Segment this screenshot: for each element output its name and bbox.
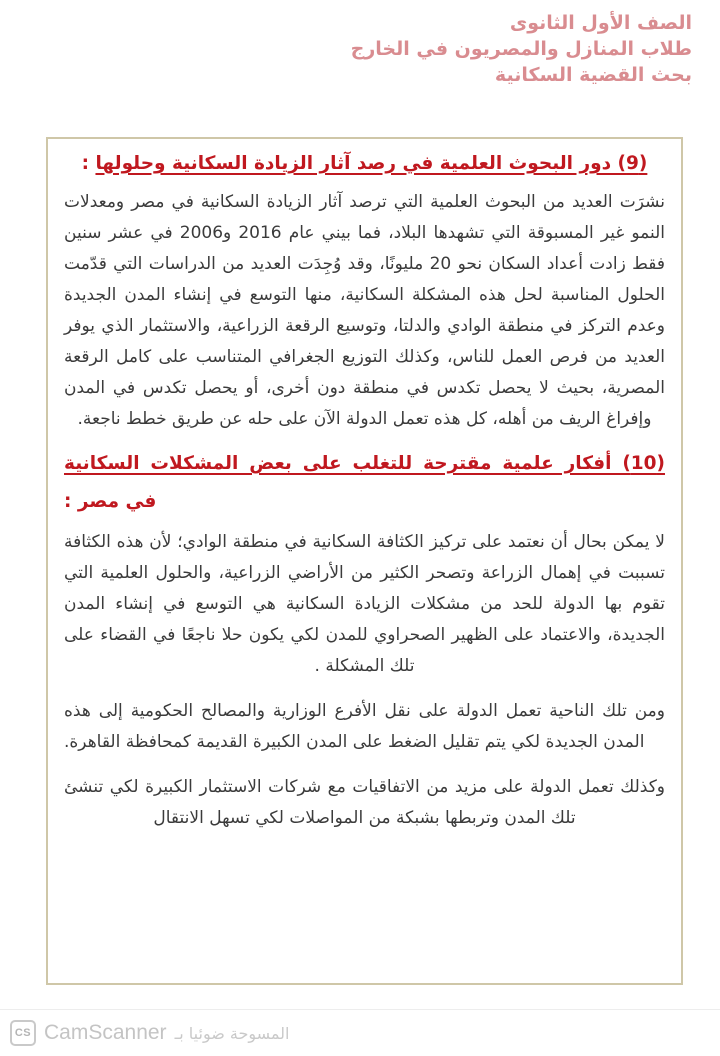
header-line-students: طلاب المنازل والمصريون في الخارج (350, 38, 692, 60)
section-10-paragraph-3: وكذلك تعمل الدولة على مزيد من الاتفاقيات مع شركات الاستثمار الكبيرة لكي تنشئ تلك المدن وتربطها بشبكة من المواصلات لكي تسهل الانتقال (64, 777, 665, 828)
page-header (52, 10, 692, 88)
section-heading-9-text: (9) دور البحوث العلمية في رصد آثار الزيادة السكانية وحلولها (95, 153, 648, 174)
section-10-paragraph-1: لا يمكن بحال أن نعتمد على تركيز الكثافة السكانية في منطقة الوادي؛ لأن هذه الكثافة تسببت في إهمال الزراعة وتصحر الكثير من الأراضي الزراعية، والحلول العلمية التي تقوم بها الدولة للحد من مشكلات الزيادة السكانية هي التوسع في إنشاء المدن الجديدة، والاعتماد على الظهير الصحراوي للمدن لكي يكون حلا ناجعًا في القضاء على تلك المشكلة . (64, 532, 665, 676)
section-heading-10-line2-text: في مصر (77, 491, 157, 512)
document-content-box (46, 137, 683, 985)
section-heading-9 (64, 149, 665, 179)
header-line-topic: بحث القضية السكانية (494, 64, 692, 86)
camscanner-logo-icon: CS (10, 1020, 36, 1046)
camscanner-watermark (0, 1009, 720, 1056)
section-heading-10-line2 (64, 487, 665, 517)
section-heading-10 (64, 449, 665, 479)
section-10-paragraph-2: ومن تلك الناحية تعمل الدولة على نقل الأفرع الوزارية والمصالح الحكومية إلى هذه المدن الجديدة لكي يتم تقليل الضغط على المدن الكبيرة القديمة كمحافظة القاهرة. (64, 701, 665, 752)
camscanner-arabic-note: المسوحة ضوئيا بـ (174, 1023, 290, 1043)
camscanner-brand-label: CamScanner (44, 1021, 167, 1044)
section-9-paragraph-1: نشرَت العديد من البحوث العلمية التي ترصد آثار الزيادة السكانية في مصر ومعدلات النمو غير المسبوقة التي تشهدها البلاد، فما بيني عام 2016 و2006 في عشر سنين فقط زادت أعداد السكان نحو 20 مليونًا، وقد وُجِدَت العديد من الدراسات التي قدّمت الحلول المناسبة لحل هذه المشكلة السكانية، منها التوسع في إنشاء المدن الجديدة وعدم التركز في منطقة الوادي والدلتا، وتوسيع الرقعة الزراعية، والاستثمار الذي يوفر العديد من فرص العمل للناس، وكذلك التوزيع الجغرافي المتناسب على كامل الرقعة المصرية، بحيث لا يحصل تكدس في منطقة دون أخرى، أو يحصل تكدس في المدن وإفراغ الريف من أهله، كل هذه تعمل الدولة الآن على حله عن طريق خطط ناجعة. (64, 192, 665, 429)
section-heading-10-colon: : (64, 491, 78, 512)
header-line-grade: الصف الأول الثانوى (509, 12, 692, 34)
section-heading-10-text: (10) أفكار علمية مقترحة للتغلب على بعض المشكلات السكانية (64, 453, 665, 474)
section-heading-9-colon: : (81, 153, 96, 174)
